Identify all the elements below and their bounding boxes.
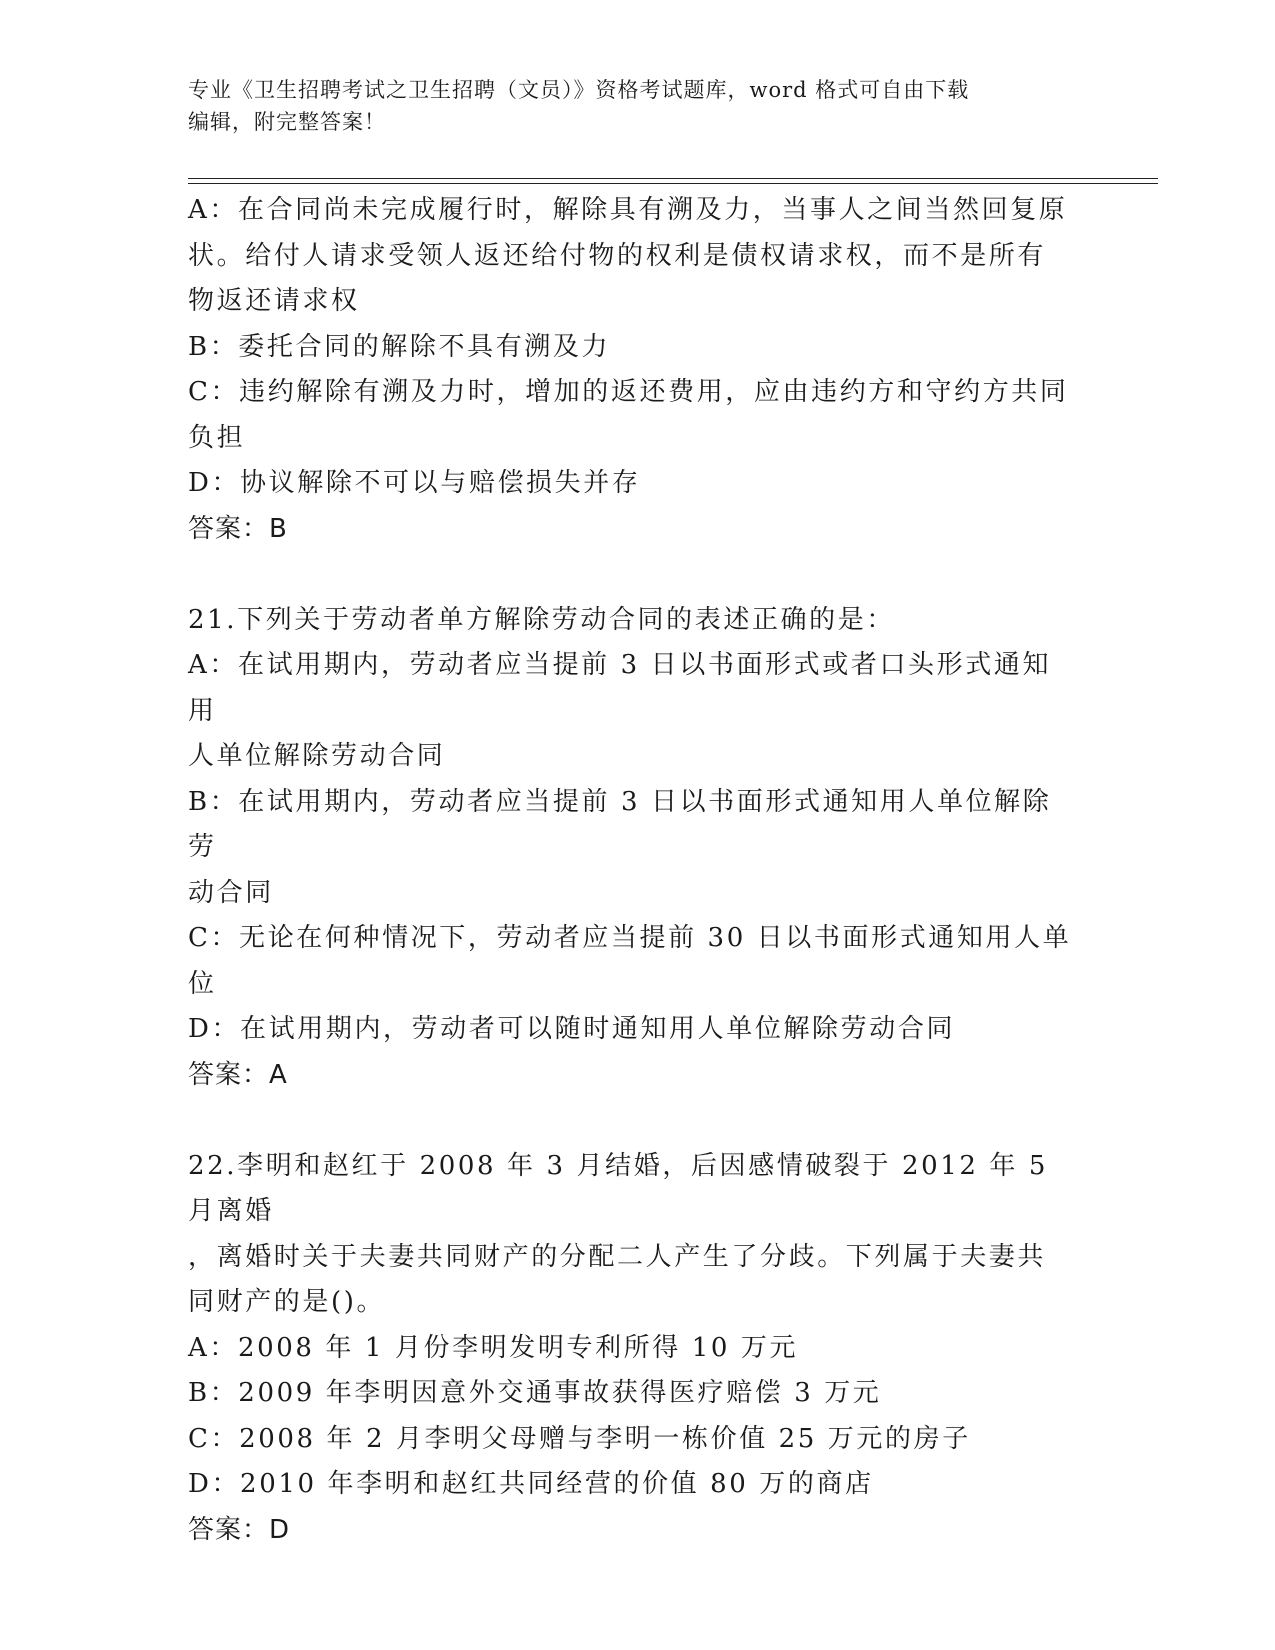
q21-stem: 21.下列关于劳动者单方解除劳动合同的表述正确的是：	[188, 604, 895, 635]
header-line-1: 专业《卫生招聘考试之卫生招聘（文员）》资格考试题库，word 格式可自由下载	[188, 78, 970, 102]
q21-option-c-line-1: C：无论在何种情况下，劳动者应当提前 30 日以书面形式通知用人单	[188, 923, 1072, 953]
q20-option-c-line-1: C：违约解除有溯及力时，增加的返还费用，应由违约方和守约方共同	[188, 377, 1069, 407]
question-20-block	[188, 188, 1078, 552]
q20-option-a-line-3: 物返还请求权	[188, 286, 360, 316]
document-header	[188, 74, 1068, 138]
q21-option-b-line-2: 动合同	[188, 877, 274, 908]
q20-option-a-line-2: 状。给付人请求受领人返还给付物的权利是债权请求权，而不是所有	[188, 240, 1047, 271]
q20-option-d: D：协议解除不可以与赔偿损失并存	[188, 468, 641, 498]
document-body	[188, 188, 1078, 1553]
q21-option-d: D：在试用期内，劳动者可以随时通知用人单位解除劳动合同	[188, 1014, 956, 1044]
q21-option-c-line-2: 位	[188, 968, 217, 999]
question-21-block	[188, 598, 1078, 1099]
header-divider-bottom	[188, 183, 1158, 184]
q20-option-c-line-2: 负担	[188, 422, 246, 453]
q22-stem-line-2: ，离婚时关于夫妻共同财产的分配二人产生了分歧。下列属于夫妻共	[188, 1241, 1047, 1272]
q21-option-a-line-2: 人单位解除劳动合同	[188, 741, 446, 771]
question-spacer	[188, 552, 1078, 598]
q22-stem-line-1: 22.李明和赵红于 2008 年 3 月结婚，后因感情破裂于 2012 年 5 月离婚	[188, 1150, 1049, 1226]
q22-option-d: D：2010 年李明和赵红共同经营的价值 80 万的商店	[188, 1469, 874, 1499]
question-spacer	[188, 1098, 1078, 1144]
q21-answer: 答案：A	[188, 1059, 288, 1090]
q20-option-b: B：委托合同的解除不具有溯及力	[188, 331, 611, 362]
q22-stem-line-3: 同财产的是()。	[188, 1287, 386, 1317]
q21-option-a-line-1: A：在试用期内，劳动者应当提前 3 日以书面形式或者口头形式通知用	[188, 650, 1052, 726]
q22-answer: 答案：D	[188, 1514, 291, 1545]
q20-option-a-line-1: A：在合同尚未完成履行时，解除具有溯及力，当事人之间当然回复原	[188, 195, 1068, 225]
header-divider-top	[188, 178, 1158, 179]
q20-answer: 答案：B	[188, 513, 288, 544]
question-22-block	[188, 1144, 1078, 1554]
q22-option-c: C：2008 年 2 月李明父母赠与李明一栋价值 25 万元的房子	[188, 1423, 971, 1454]
header-line-2: 编辑，附完整答案！	[188, 110, 386, 134]
q21-option-b-line-1: B：在试用期内，劳动者应当提前 3 日以书面形式通知用人单位解除劳	[188, 786, 1052, 862]
q22-option-a: A：2008 年 1 月份李明发明专利所得 10 万元	[188, 1332, 799, 1363]
q22-option-b: B：2009 年李明因意外交通事故获得医疗赔偿 3 万元	[188, 1378, 882, 1408]
